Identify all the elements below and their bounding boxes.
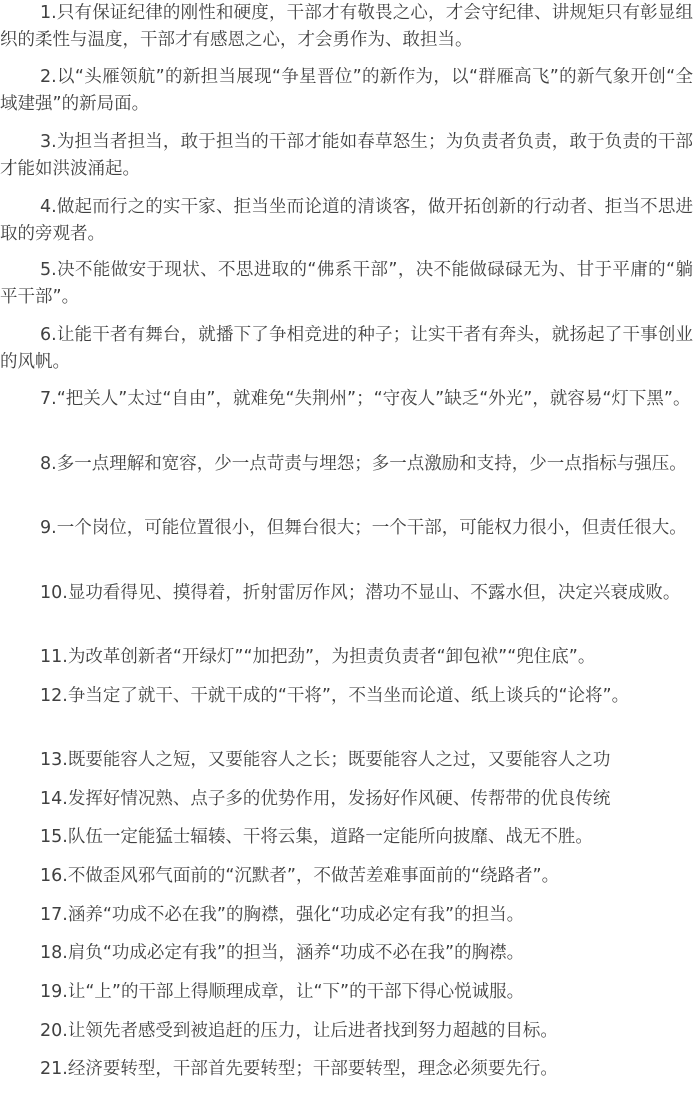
- paragraph-5: 5.决不能做安于现状、不思进取的“佛系干部”，决不能做碌碌无为、甘于平庸的“躺平干部”。: [0, 260, 693, 307]
- paragraph-19: 19.让“上”的干部上得顺理成章，让“下”的干部下得心悦诚服。: [40, 982, 525, 1002]
- paragraph-21: 21.经济要转型，干部首先要转型；干部要转型，理念必须要先行。: [40, 1059, 558, 1079]
- paragraph-2: 2.以“头雁领航”的新担当展现“争星晋位”的新作为，以“群雁高飞”的新气象开创“全域建强”的新局面。: [0, 67, 693, 114]
- paragraph-16: 16.不做歪风邪气面前的“沉默者”，不做苦差难事面前的“绕路者”。: [40, 866, 560, 886]
- paragraph-1: 1.只有保证纪律的刚性和硬度，干部才有敬畏之心，才会守纪律、讲规矩只有彰显组织的柔性与温度，干部才有感恩之心，才会勇作为、敢担当。: [0, 3, 693, 50]
- paragraph-10: 10.显功看得见、摸得着，折射雷厉作风；潜功不显山、不露水但，决定兴衰成败。: [40, 583, 681, 603]
- paragraph-8: 8.多一点理解和宽容，少一点苛责与埋怨；多一点激励和支持，少一点指标与强压。: [40, 454, 687, 474]
- paragraph-11: 11.为改革创新者“开绿灯”“加把劲”，为担责负责者“卸包袱”“兜住底”。: [40, 647, 596, 667]
- paragraph-13: 13.既要能容人之短，又要能容人之长；既要能容人之过，又要能容人之功: [40, 750, 611, 770]
- paragraph-12: 12.争当定了就干、干就干成的“干将”，不当坐而论道、纸上谈兵的“论将”。: [40, 686, 630, 706]
- paragraph-18: 18.肩负“功成必定有我”的担当，涵养“功成不必在我”的胸襟。: [40, 943, 525, 963]
- paragraph-3: 3.为担当者担当，敢于担当的干部才能如春草怒生；为负责者负责，敢于负责的干部才能如洪波涌起。: [0, 132, 693, 179]
- paragraph-20: 20.让领先者感受到被追赶的压力，让后进者找到努力超越的目标。: [40, 1021, 558, 1041]
- paragraph-6: 6.让能干者有舞台，就播下了争相竞进的种子；让实干者有奔头，就扬起了干事创业的风帆。: [0, 325, 693, 372]
- paragraph-15: 15.队伍一定能猛士辐辏、干将云集，道路一定能所向披靡、战无不胜。: [40, 827, 593, 847]
- paragraph-4: 4.做起而行之的实干家、拒当坐而论道的清谈客，做开拓创新的行动者、拒当不思进取的旁观者。: [0, 197, 693, 244]
- paragraph-14: 14.发挥好情况熟、点子多的优势作用，发扬好作风硬、传帮带的优良传统: [40, 789, 611, 809]
- paragraph-7: 7.“把关人”太过“自由”，就难免“失荆州”；“守夜人”缺乏“外光”，就容易“灯下黑”。: [40, 389, 691, 409]
- paragraph-9: 9.一个岗位，可能位置很小，但舞台很大；一个干部，可能权力很小，但责任很大。: [40, 518, 687, 538]
- paragraph-17: 17.涵养“功成不必在我”的胸襟，强化“功成必定有我”的担当。: [40, 905, 525, 925]
